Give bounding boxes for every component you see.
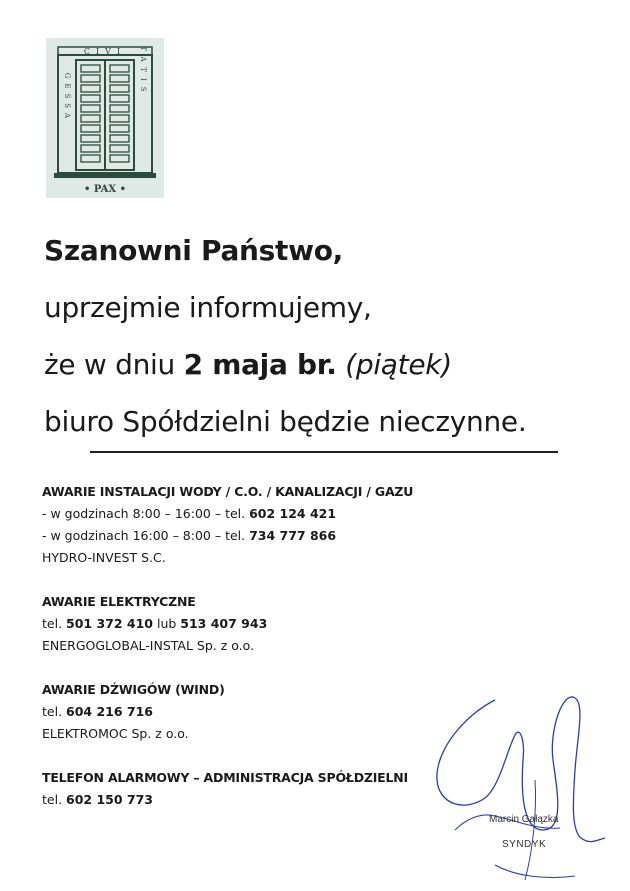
greeting: Szanowni Państwo,: [44, 234, 343, 267]
announcement-line-4: biuro Spółdzielni będzie nieczynne.: [44, 405, 527, 438]
section-title: AWARIE ELEKTRYCZNE: [42, 594, 196, 609]
contact-row: [42, 701, 462, 723]
phone-number[interactable]: 501 372 410: [66, 616, 153, 631]
phone-number[interactable]: 513 407 943: [180, 616, 268, 631]
logo-left-text: GESSA: [63, 72, 71, 124]
announcement-line-3: [44, 336, 604, 393]
logo-top-text: CIVI: [83, 47, 127, 56]
tel-label: tel.: [42, 704, 67, 719]
logo-bottom-text: • PAX •: [83, 184, 127, 195]
company-name: ELEKTROMOC Sp. z o.o.: [42, 726, 189, 741]
company-name: ENERGOGLOBAL-INSTAL Sp. z o.o.: [42, 638, 255, 653]
phone-number[interactable]: 602 124 421: [249, 506, 337, 521]
building-emblem-icon: [46, 38, 164, 198]
closure-date: 2 maja br.: [183, 348, 337, 381]
divider: [90, 451, 558, 453]
date-prefix: że w dniu: [44, 348, 184, 381]
phone-number[interactable]: 604 216 716: [66, 704, 153, 719]
section-title: TELEFON ALARMOWY – ADMINISTRACJA SPÓŁDZIELNI: [42, 770, 408, 785]
closure-weekday: (piątek): [345, 348, 452, 381]
tel-label: tel.: [42, 616, 67, 631]
or-label: lub: [153, 616, 181, 631]
contact-section-lifts: [42, 679, 462, 745]
contact-section-electric: [42, 591, 462, 657]
contact-section-alarm: [42, 767, 462, 811]
hours-label: - w godzinach 16:00 – 8:00 – tel.: [42, 528, 250, 543]
tel-label: tel.: [42, 792, 67, 807]
contact-row: [42, 789, 462, 811]
contact-row: [42, 525, 462, 547]
company-name: HYDRO-INVEST S.C.: [42, 550, 166, 565]
section-title: AWARIE DŹWIGÓW (WIND): [42, 682, 225, 697]
hours-label: - w godzinach 8:00 – 16:00 – tel.: [42, 506, 250, 521]
signatory-title: SYNDYK: [502, 839, 547, 850]
section-title: AWARIE INSTALACJI WODY / C.O. / KANALIZACJI / GAZU: [42, 484, 414, 499]
signatory-name: Marcin Gałązka: [489, 814, 559, 825]
contact-row: [42, 503, 462, 525]
logo-right-text: TATIS: [139, 46, 147, 98]
announcement-line-2: uprzejmie informujemy,: [44, 291, 372, 324]
phone-number[interactable]: 602 150 773: [66, 792, 153, 807]
cooperative-logo: [46, 38, 164, 198]
contact-row: [42, 613, 462, 635]
announcement-text: [44, 222, 604, 450]
phone-number[interactable]: 734 777 866: [249, 528, 337, 543]
handwritten-signature: [425, 680, 605, 885]
emergency-contacts: [42, 481, 462, 833]
contact-section-water: [42, 481, 462, 569]
